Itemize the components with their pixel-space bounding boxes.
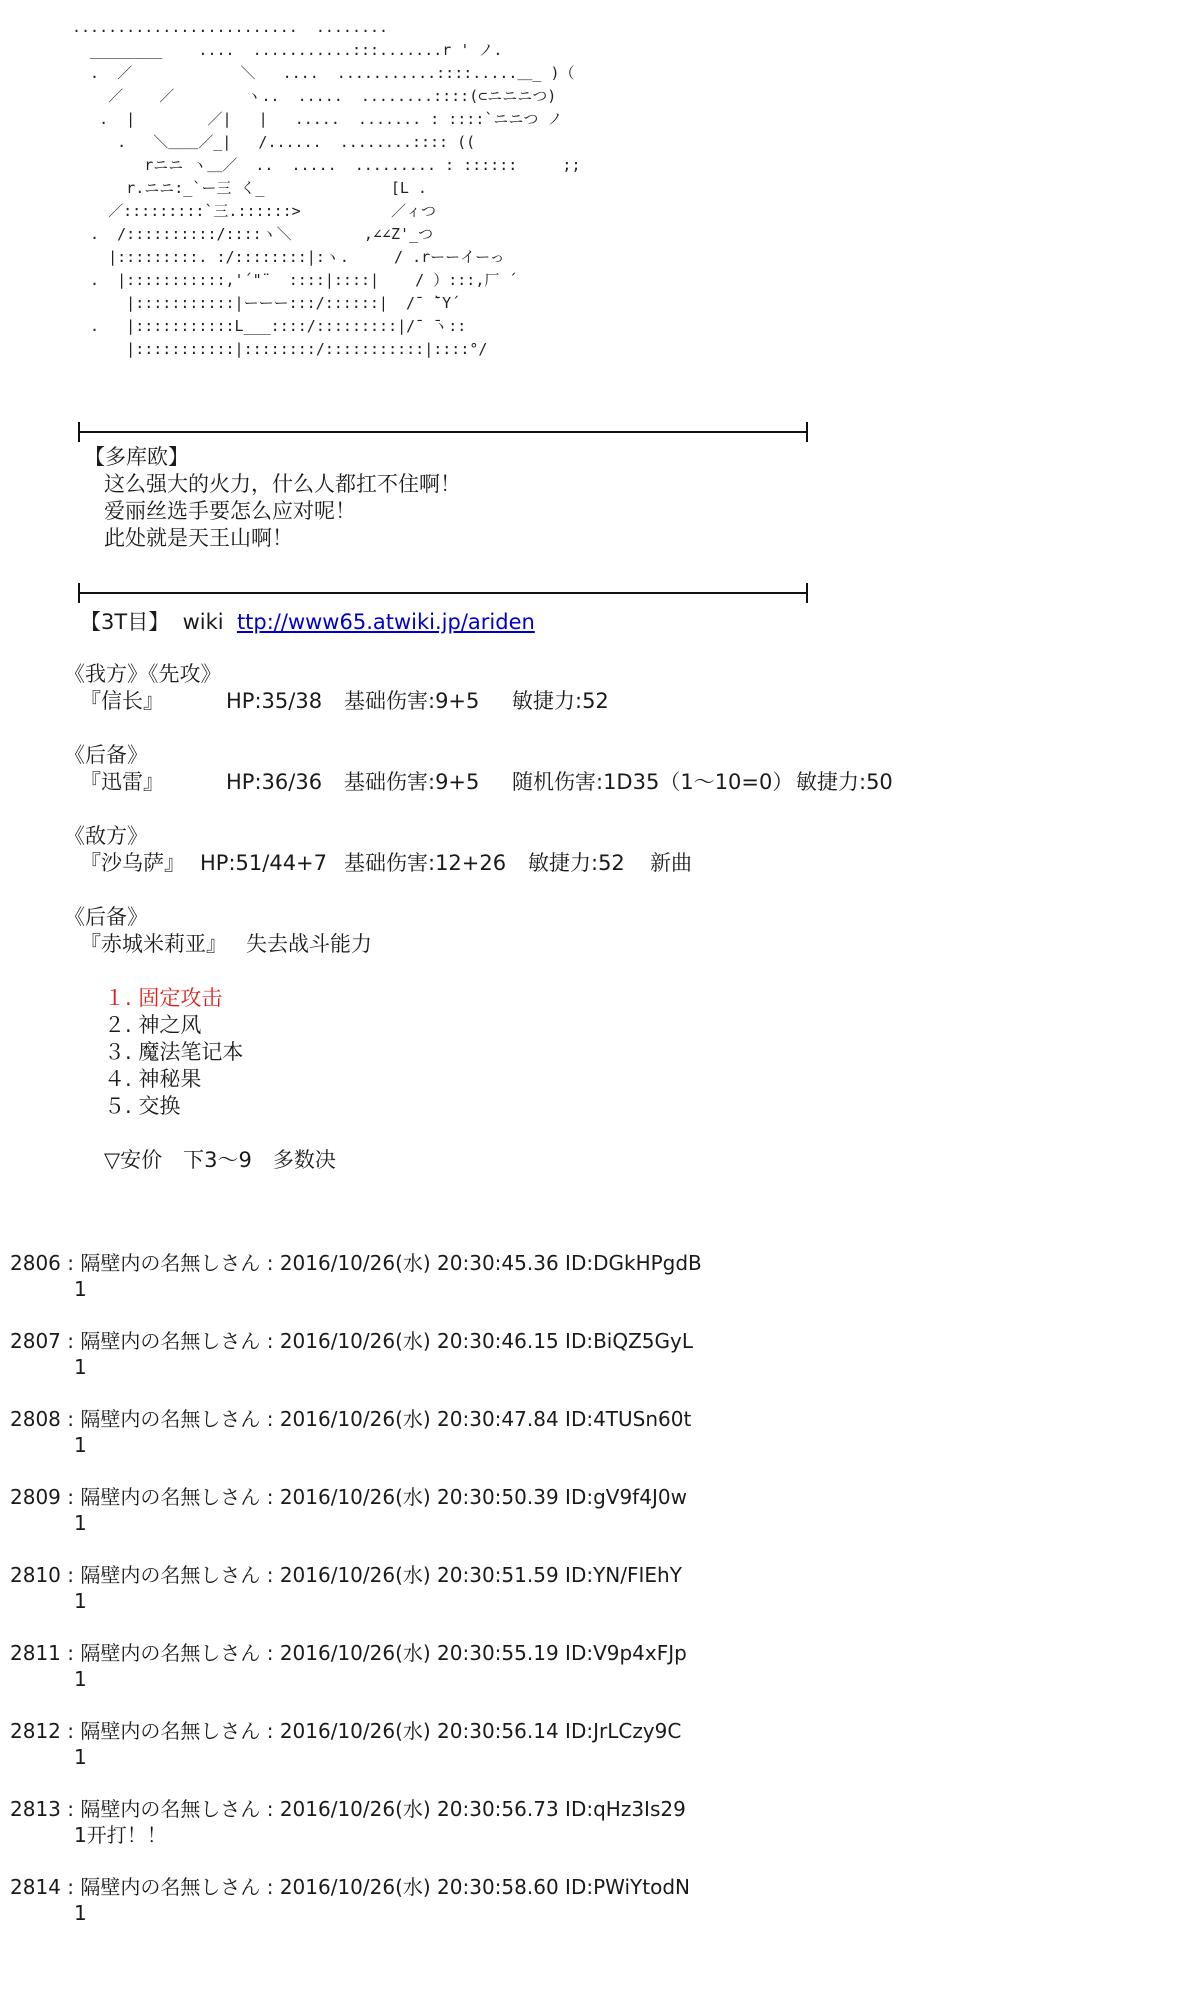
post-datetime: 2016/10/26(水) 20:30:58.60 [279,1875,559,1899]
post-datetime: 2016/10/26(水) 20:30:46.15 [279,1329,559,1353]
reply-header: 2814 : 隔壁内の名無しさん : 2016/10/26(水) 20:30:58.60 ID:PWiYtodN [10,1875,690,1899]
post-number: 2814 [10,1875,61,1899]
reserve-row-jinrai [80,769,893,796]
unit-status: 失去战斗能力 [246,932,372,956]
poster-name: 隔壁内の名無しさん [80,1563,261,1587]
reply-post [10,1796,686,1848]
unit-hp: HP:51/44+7 [200,851,328,875]
unit-agility: 敏捷力:50 [796,770,893,794]
thread-info [80,609,535,636]
poster-id: ID:gV9f4J0w [565,1485,687,1509]
unit-name: 『赤城米莉亚』 [80,932,227,956]
reply-header: 2808 : 隔壁内の名無しさん : 2016/10/26(水) 20:30:47.84 ID:4TUSn60t [10,1407,692,1431]
post-datetime: 2016/10/26(水) 20:30:56.73 [279,1797,559,1821]
poster-name: 隔壁内の名無しさん [80,1719,261,1743]
unit-name: 『信长』 [80,689,164,713]
poster-id: ID:JrLCzy9C [565,1719,682,1743]
poster-name: 隔壁内の名無しさん [80,1641,261,1665]
enemy-row-saosa [80,850,692,877]
poster-name: 隔壁内の名無しさん [80,1329,261,1353]
reply-header: 2809 : 隔壁内の名無しさん : 2016/10/26(水) 20:30:50.39 ID:gV9f4J0w [10,1485,687,1509]
unit-agility: 敏捷力:52 [512,689,609,713]
option-item-magic-notebook: ３. 魔法笔记本 [104,1040,244,1064]
option-item-swap: ５. 交换 [104,1094,181,1118]
reply-post [10,1250,702,1302]
poster-id: ID:DGkHPgdB [565,1251,702,1275]
wiki-link[interactable]: ttp://www65.atwiki.jp/ariden [236,610,535,634]
poster-id: ID:4TUSn60t [565,1407,692,1431]
ascii-art: ......................... ........ ________ .... ...........:::.......r ' ノ. . ／ ＼ .... ...........::::.....＿_ )（ ／ ／ ヽ.. ..... ........::::(⊂ニニニつ) . | ／| | ..... ....... : ::::`ニニつ ノ . ＼＿＿／_| /...... ........:::: (( rニニ ヽ＿／ .. ..... ......... : :::::: ;; r.ニニ:_`ー三 く_ [L . ／:::::::::`三.::::::> ／ィつ . /::::::::::/::::ヽ＼ ,∠∠Z'_つ |:::::::::. :/::::::::|:ヽ. / .rーーイーっ . |:::::::::::,'´"¨ ::::|::::| / ）:::,厂 ´ |:::::::::::|ーーー:::/::::::| /¯ ̄`Y´ . |:::::::::::L___::::/:::::::::|/¯ ̄ヽ:: |:::::::::::|::::::::/:::::::::::|::::°/ [72,18,581,358]
wiki-label: wiki [182,610,224,634]
post-number: 2811 [10,1641,61,1665]
reply-header: 2806 : 隔壁内の名無しさん : 2016/10/26(水) 20:30:45.36 ID:DGkHPgdB [10,1251,702,1275]
unit-name: 『迅雷』 [80,770,164,794]
reply-post [10,1874,690,1926]
poster-id: ID:qHz3Is29 [565,1797,686,1821]
unit-random-damage: 随机伤害:1D35（1～10=0） [512,770,794,794]
poster-name: 隔壁内の名無しさん [80,1875,261,1899]
reply-post [10,1406,691,1458]
post-number: 2806 [10,1251,61,1275]
divider-line [78,592,808,594]
poster-id: ID:BiQZ5GyL [565,1329,694,1353]
speech-line: 此处就是天王山啊！ [104,526,293,550]
vote-instruction: ▽安价 下3～9 多数决 [104,1148,336,1172]
reply-body: 1开打！！ [74,1823,167,1847]
reply-body: 1 [74,1433,87,1457]
unit-hp: HP:36/36 [226,770,323,794]
reply-header: 2813 : 隔壁内の名無しさん : 2016/10/26(水) 20:30:56.73 ID:qHz3Is29 [10,1797,686,1821]
reply-post [10,1640,687,1692]
post-number: 2812 [10,1719,61,1743]
poster-name: 隔壁内の名無しさん [80,1797,261,1821]
reply-post [10,1484,687,1536]
option-item-miracle-fruit: ４. 神秘果 [104,1067,202,1091]
ally-row-nobunaga [80,688,609,715]
reply-header: 2811 : 隔壁内の名無しさん : 2016/10/26(水) 20:30:55.19 ID:V9p4xFJp [10,1641,687,1665]
poster-name: 隔壁内の名無しさん [80,1251,261,1275]
poster-name: 隔壁内の名無しさん [80,1485,261,1509]
poster-id: ID:YN/FIEhY [565,1563,682,1587]
speaker-label: 【多库欧】 [84,445,189,469]
speech-line: 爱丽丝选手要怎么应对呢！ [104,499,356,523]
reply-header: 2810 : 隔壁内の名無しさん : 2016/10/26(水) 20:30:51.59 ID:YN/FIEhY [10,1563,682,1587]
reply-body: 1 [74,1277,87,1301]
unit-base-damage: 基础伤害:9+5 [344,689,480,713]
ally-header: 《我方》《先攻》 [64,662,222,686]
thread-label: 【3T目】 [80,610,170,634]
reply-body: 1 [74,1355,87,1379]
unit-agility: 敏捷力:52 [528,851,625,875]
reserve-header: 《后备》 [64,743,148,767]
option-item-divine-wind: ２. 神之风 [104,1013,202,1037]
reply-header: 2812 : 隔壁内の名無しさん : 2016/10/26(水) 20:30:56.14 ID:JrLCzy9C [10,1719,682,1743]
post-datetime: 2016/10/26(水) 20:30:45.36 [279,1251,559,1275]
post-number: 2807 [10,1329,61,1353]
post-datetime: 2016/10/26(水) 20:30:50.39 [279,1485,559,1509]
unit-base-damage: 基础伤害:9+5 [344,770,480,794]
post-number: 2808 [10,1407,61,1431]
post-number: 2810 [10,1563,61,1587]
unit-base-damage: 基础伤害:12+26 [344,851,507,875]
reply-post [10,1718,681,1770]
unit-extra: 新曲 [650,851,692,875]
reply-header: 2807 : 隔壁内の名無しさん : 2016/10/26(水) 20:30:46.15 ID:BiQZ5GyL [10,1329,694,1353]
post-datetime: 2016/10/26(水) 20:30:56.14 [279,1719,559,1743]
enemy-reserve-header: 《后备》 [64,905,148,929]
unit-name: 『沙乌萨』 [80,851,185,875]
post-datetime: 2016/10/26(水) 20:30:51.59 [279,1563,559,1587]
reply-post [10,1562,682,1614]
reply-body: 1 [74,1745,87,1769]
reply-body: 1 [74,1901,87,1925]
reply-body: 1 [74,1589,87,1613]
reply-post [10,1328,693,1380]
poster-id: ID:V9p4xFJp [565,1641,687,1665]
reply-body: 1 [74,1511,87,1535]
poster-id: ID:PWiYtodN [565,1875,690,1899]
divider-line [78,431,808,433]
unit-hp: HP:35/38 [226,689,323,713]
post-number: 2809 [10,1485,61,1509]
post-datetime: 2016/10/26(水) 20:30:47.84 [279,1407,559,1431]
enemy-header: 《敌方》 [64,824,148,848]
poster-name: 隔壁内の名無しさん [80,1407,261,1431]
enemy-reserve-row-akagi [80,931,372,958]
speech-line: 这么强大的火力，什么人都扛不住啊！ [104,472,461,496]
option-item-fixed-attack: １. 固定攻击 [104,986,223,1010]
reply-body: 1 [74,1667,87,1691]
post-datetime: 2016/10/26(水) 20:30:55.19 [279,1641,559,1665]
post-number: 2813 [10,1797,61,1821]
